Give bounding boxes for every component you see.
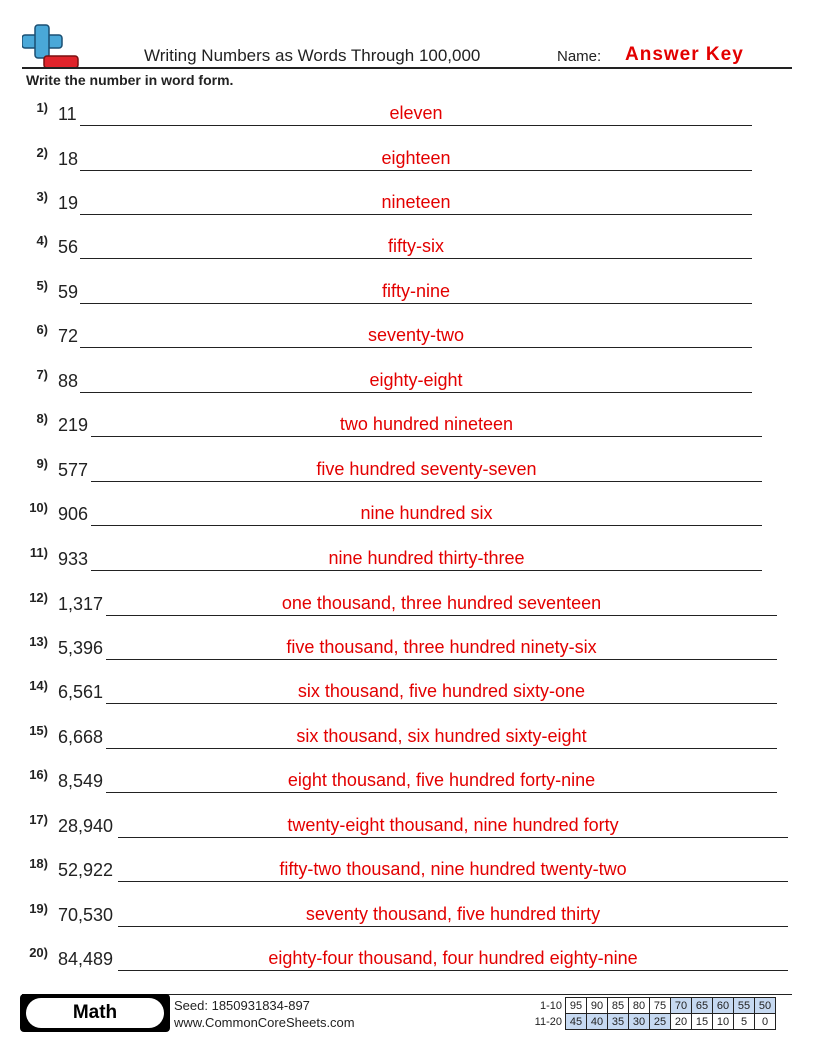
answer-key-label: Answer Key [625,44,744,65]
problem-item [0,545,816,575]
score-row [528,998,776,1014]
site-url: www.CommonCoreSheets.com [174,1015,355,1030]
subject-badge: Math [26,998,164,1028]
answer-text: five thousand, three hundred ninety-six [286,637,597,657]
answer-text: seventy thousand, five hundred thirty [305,904,601,924]
problem-value: 70,530 [58,905,114,925]
problem-value: 88 [58,371,79,391]
worksheet-title: Writing Numbers as Words Through 100,000 [144,46,481,65]
problem-item [0,590,816,620]
instructions: Write the number in word form. [26,72,234,88]
problem-value: 56 [58,237,79,257]
name-label: Name: [557,48,602,65]
problem-value: 906 [58,504,89,524]
answer-text: one thousand, three hundred seventeen [281,593,602,613]
answer-line[interactable] [91,525,762,526]
problem-number: 10) [29,500,48,515]
problem-item [0,500,816,530]
answer-text: nine hundred thirty-three [328,548,525,568]
problem-value: 219 [58,415,89,435]
answer-text: five hundred seventy-seven [316,459,537,479]
answer-text: twenty-eight thousand, nine hundred forty [287,815,619,835]
problem-item [0,233,816,263]
score-cell: 55 [734,998,755,1014]
problem-value: 28,940 [58,816,114,836]
score-cell: 75 [650,998,671,1014]
problem-value: 6,668 [58,727,104,747]
score-cell: 35 [608,1014,629,1030]
score-cell: 40 [587,1014,608,1030]
problem-number: 7) [36,367,48,382]
problem-value: 5,396 [58,638,104,658]
answer-text: eleven [389,103,443,123]
problem-item [0,634,816,664]
problem-number: 9) [36,456,48,471]
seed-text: Seed: 1850931834-897 [174,998,310,1013]
score-cell: 50 [755,998,776,1014]
answer-line[interactable] [80,214,752,215]
answer-line[interactable] [80,125,752,126]
problem-value: 72 [58,326,79,346]
problem-number: 5) [36,278,48,293]
score-cell: 60 [713,998,734,1014]
problem-value: 8,549 [58,771,104,791]
problem-value: 1,317 [58,594,104,614]
problem-value: 18 [58,149,79,169]
problem-number: 8) [36,411,48,426]
problem-number: 11) [29,545,48,560]
problem-item [0,856,816,886]
score-cell: 30 [629,1014,650,1030]
answer-text: six thousand, six hundred sixty-eight [296,726,587,746]
problem-number: 13) [29,634,48,649]
problem-number: 16) [29,767,48,782]
problem-value: 933 [58,549,89,569]
answer-text: nine hundred six [360,503,493,523]
problem-item [0,189,816,219]
answer-line[interactable] [80,392,752,393]
answer-text: fifty-nine [381,281,451,301]
problem-item [0,322,816,352]
problem-item [0,456,816,486]
score-cell: 65 [692,998,713,1014]
problem-number: 3) [36,189,48,204]
score-row [528,1014,776,1030]
problem-value: 19 [58,193,79,213]
answer-text: fifty-six [388,236,444,256]
answer-line[interactable] [118,926,788,927]
problem-item [0,723,816,753]
answer-line[interactable] [91,570,762,571]
answer-line[interactable] [118,837,788,838]
score-row-label: 1-10 [539,999,562,1012]
score-cell: 90 [587,998,608,1014]
problem-number: 17) [29,812,48,827]
answer-text: two hundred nineteen [339,414,514,434]
problem-number: 2) [36,145,48,160]
problem-number: 1) [36,100,48,115]
problem-number: 18) [29,856,48,871]
answer-line[interactable] [118,881,788,882]
score-cell: 70 [671,998,692,1014]
answer-line[interactable] [80,303,752,304]
problem-number: 15) [29,723,48,738]
score-cell: 10 [713,1014,734,1030]
answer-text: fifty-two thousand, nine hundred twenty-two [279,859,627,879]
problem-item [0,678,816,708]
answer-line[interactable] [106,792,777,793]
answer-line[interactable] [106,659,777,660]
score-cell: 85 [608,998,629,1014]
problem-value: 52,922 [58,860,114,880]
answer-text: eighty-four thousand, four hundred eighty-nine [268,948,638,968]
score-row-label: 11-20 [534,1015,562,1028]
problem-item [0,901,816,931]
answer-line[interactable] [91,481,762,482]
score-cell: 5 [734,1014,755,1030]
problem-item [0,100,816,130]
header-divider [22,67,792,69]
problem-item [0,145,816,175]
answer-text: eighteen [381,148,451,168]
problem-number: 6) [36,322,48,337]
answer-text: six thousand, five hundred sixty-one [297,681,586,701]
answer-text: nineteen [381,192,451,212]
problem-value: 6,561 [58,682,104,702]
problem-value: 11 [58,104,77,124]
problem-item [0,812,816,842]
score-cell: 15 [692,1014,713,1030]
score-table [528,997,776,1030]
problem-item [0,367,816,397]
problem-number: 20) [29,945,48,960]
plus-minus-logo-icon [22,24,80,70]
score-cell: 45 [566,1014,587,1030]
score-cell: 0 [755,1014,776,1030]
problem-item [0,411,816,441]
score-cell: 80 [629,998,650,1014]
answer-text: eighty-eight [369,370,463,390]
problem-number: 19) [29,901,48,916]
answer-line[interactable] [106,703,777,704]
answer-text: eight thousand, five hundred forty-nine [287,770,596,790]
problem-item [0,767,816,797]
problem-value: 577 [58,460,89,480]
problem-number: 14) [29,678,48,693]
answer-line[interactable] [80,170,752,171]
problem-number: 12) [29,590,48,605]
answer-line[interactable] [106,748,777,749]
problem-number: 4) [36,233,48,248]
answer-line[interactable] [106,615,777,616]
score-cell: 25 [650,1014,671,1030]
problem-value: 84,489 [58,949,114,969]
score-cell: 95 [566,998,587,1014]
answer-line[interactable] [118,970,788,971]
answer-line[interactable] [91,436,762,437]
problem-value: 59 [58,282,79,302]
answer-text: seventy-two [367,325,465,345]
problem-item [0,278,816,308]
answer-line[interactable] [80,258,752,259]
score-cell: 20 [671,1014,692,1030]
problem-item [0,945,816,975]
answer-line[interactable] [80,347,752,348]
